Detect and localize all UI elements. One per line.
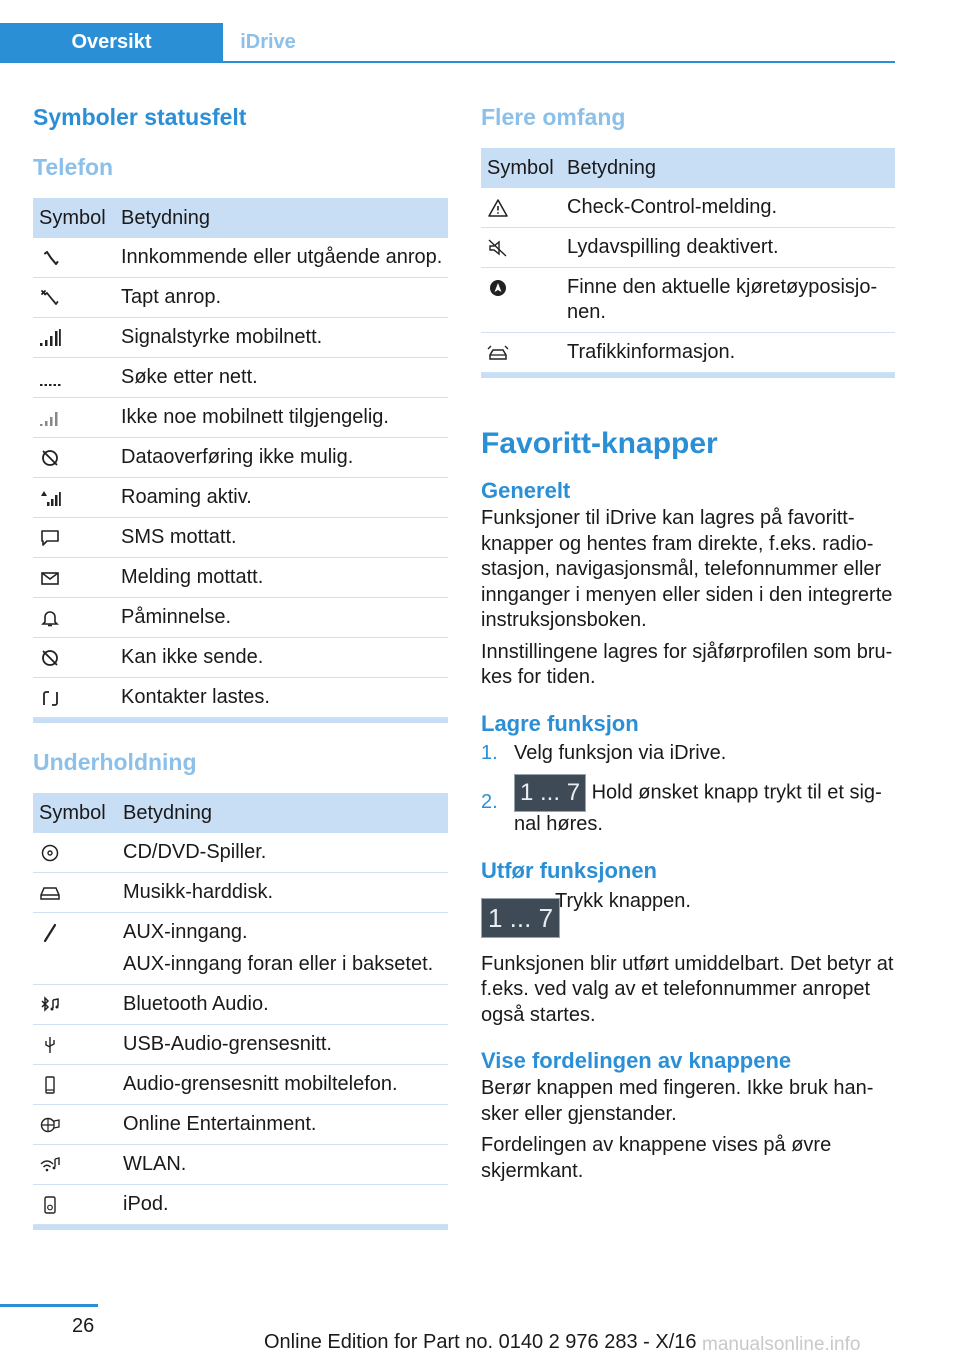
col-symbol: Symbol	[33, 198, 115, 238]
table-row	[33, 913, 448, 985]
row-text: Finne den aktuelle kjøretøyposisjonen.	[561, 268, 895, 333]
table-row	[481, 333, 895, 373]
heading-vise-fordelingen: Vise fordelingen av knappene	[481, 1048, 792, 1073]
aux-plug-icon	[39, 923, 61, 943]
telefon-table	[33, 198, 448, 718]
table-row	[33, 238, 448, 278]
col-symbol: Symbol	[481, 148, 561, 188]
watermark: manualsonline.info	[702, 1334, 861, 1355]
list-item	[481, 741, 895, 767]
row-text: USB-Audio-grensesnitt.	[117, 1025, 448, 1065]
lagre-steps-list	[481, 741, 895, 838]
paragraph-generelt-1: Funksjoner til iDrive kan lagres på favorittknapper og hentes fram direkte, f.eks. radiostasjon, navigasjonsmål, telefonnummer eller innganger i menyen eller siden i den integrerte instruksjonsboken.	[481, 507, 893, 631]
table-row	[33, 398, 448, 438]
usb-icon	[39, 1035, 61, 1055]
signal-none-icon	[39, 408, 61, 428]
wlan-icon	[39, 1155, 61, 1175]
table-header-row	[481, 148, 895, 188]
table-row	[33, 478, 448, 518]
row-text: Online Entertainment.	[117, 1105, 448, 1145]
paragraph-vise-2: Fordelingen av knappene vises på øvre skjermkant.	[481, 1134, 832, 1182]
step-text: Velg funksjon via iDrive.	[514, 741, 727, 764]
right-column	[481, 100, 895, 1184]
table-row	[33, 833, 448, 873]
edition-text: Online Edition for Part no. 0140 2 976 283 - X/16	[264, 1331, 697, 1353]
subheading-telefon: Telefon	[33, 154, 114, 180]
row-text: Lydavspilling deaktivert.	[561, 228, 895, 268]
row-text: Tapt anrop.	[115, 278, 448, 318]
paragraph-utfor: Funksjonen blir utført umiddelbart. Det betyr at f.eks. ved valg av et telefonnummer anropet også startes.	[481, 952, 894, 1026]
traffic-car-icon	[487, 343, 509, 363]
table-row	[33, 678, 448, 718]
table-row	[33, 638, 448, 678]
subheading-flere-omfang: Flere omfang	[481, 104, 626, 130]
signal-search-icon	[39, 368, 61, 388]
table-end-bar	[33, 1225, 448, 1230]
heading-lagre-funksjon: Lagre funksjon	[481, 710, 639, 736]
table-row	[33, 358, 448, 398]
press-text: Trykk knappen.	[555, 889, 691, 912]
table-row	[33, 985, 448, 1025]
tab-idrive[interactable]: iDrive	[240, 31, 296, 53]
subheading-underholdning: Underholdning	[33, 749, 197, 775]
roaming-icon	[39, 488, 61, 508]
paragraph-vise-1: Berør knappen med fingeren. Ikke bruk hansker eller gjenstander.	[481, 1077, 874, 1125]
row-text: Kontakter lastes.	[115, 678, 448, 718]
row-text: CD/DVD-Spiller.	[117, 833, 448, 873]
table-row	[33, 1145, 448, 1185]
row-text: Signalstyrke mobilnett.	[115, 318, 448, 358]
heading-generelt: Generelt	[481, 478, 571, 503]
row-text: SMS mottatt.	[115, 518, 448, 558]
row-text: WLAN.	[117, 1145, 448, 1185]
table-row	[33, 438, 448, 478]
table-row	[33, 598, 448, 638]
row-text: Trafikkinformasjon.	[561, 333, 895, 373]
phone-call-icon	[39, 248, 61, 268]
favorite-key-button[interactable]: 1 ... 7	[514, 774, 586, 812]
table-row	[33, 558, 448, 598]
phone-missed-icon	[39, 288, 61, 308]
row-text: Dataoverføring ikke mulig.	[115, 438, 448, 478]
underholdning-table	[33, 793, 448, 1225]
position-icon	[487, 278, 509, 298]
table-row	[33, 873, 448, 913]
sms-icon	[39, 528, 61, 548]
row-text: Kan ikke sende.	[115, 638, 448, 678]
flere-omfang-table	[481, 148, 895, 373]
contacts-loading-icon	[39, 688, 61, 708]
row-text: iPod.	[117, 1185, 448, 1225]
table-end-bar	[481, 373, 895, 378]
step-number: 1.	[481, 741, 498, 764]
row-text: Ikke noe mobilnett tilgjengelig.	[115, 398, 448, 438]
speaker-muted-icon	[487, 238, 509, 258]
table-header-row	[33, 198, 448, 238]
send-disabled-icon	[39, 648, 61, 668]
data-disabled-icon	[39, 448, 61, 468]
online-entertainment-icon	[39, 1115, 61, 1135]
footer-line	[0, 1304, 98, 1307]
favorite-key-button-large[interactable]: 1 ... 7	[481, 898, 560, 938]
tab-oversikt[interactable]: Oversikt	[0, 23, 223, 61]
row-text: AUX-inngang.	[123, 921, 248, 943]
row-text: Innkommende eller utgående anrop.	[115, 238, 448, 278]
row-text: Søke etter nett.	[115, 358, 448, 398]
col-symbol: Symbol	[33, 793, 117, 833]
table-header-row	[33, 793, 448, 833]
list-item	[481, 774, 895, 838]
col-meaning: Betydning	[115, 198, 448, 238]
table-row	[481, 268, 895, 333]
step-text: Hold ønsket knapp trykt til et signal høres.	[514, 781, 882, 835]
table-row	[33, 1025, 448, 1065]
bell-icon	[39, 608, 61, 628]
signal-bars-icon	[39, 328, 61, 348]
cd-icon	[39, 843, 61, 863]
col-meaning: Betydning	[117, 793, 448, 833]
row-text: Melding mottatt.	[115, 558, 448, 598]
envelope-icon	[39, 568, 61, 588]
ipod-icon	[39, 1195, 61, 1215]
row-text: Audio-grensesnitt mobiltelefon.	[117, 1065, 448, 1105]
warning-triangle-icon	[487, 198, 509, 218]
harddisk-icon	[39, 883, 61, 903]
bluetooth-audio-icon	[39, 995, 61, 1015]
table-end-bar	[33, 718, 448, 723]
table-row	[33, 1185, 448, 1225]
left-column	[33, 100, 448, 1230]
table-row	[481, 228, 895, 268]
table-row	[33, 318, 448, 358]
table-row	[33, 1065, 448, 1105]
row-text: Påminnelse.	[115, 598, 448, 638]
utfor-press-row	[481, 890, 895, 942]
row-subtext: AUX-inngang foran eller i baksetet.	[123, 953, 434, 975]
table-row	[33, 1105, 448, 1145]
table-row	[33, 518, 448, 558]
row-text: Bluetooth Audio.	[117, 985, 448, 1025]
heading-favoritt-knapper: Favoritt-knapper	[481, 427, 718, 460]
mobile-phone-icon	[39, 1075, 61, 1095]
page-number: 26	[72, 1315, 95, 1337]
paragraph-generelt-2: Innstillingene lagres for sjåførprofilen som brukes for tiden.	[481, 640, 893, 688]
row-text: Roaming aktiv.	[115, 478, 448, 518]
heading-symboler-statusfelt: Symboler statusfelt	[33, 104, 247, 130]
top-tab-bar	[0, 23, 895, 63]
step-number: 2.	[481, 791, 498, 813]
row-text: Musikk-harddisk.	[117, 873, 448, 913]
heading-utfor-funksjonen: Utfør funksjonen	[481, 857, 657, 883]
row-text: Check-Control-melding.	[561, 188, 895, 228]
table-row	[481, 188, 895, 228]
col-meaning: Betydning	[561, 148, 895, 188]
table-row	[33, 278, 448, 318]
